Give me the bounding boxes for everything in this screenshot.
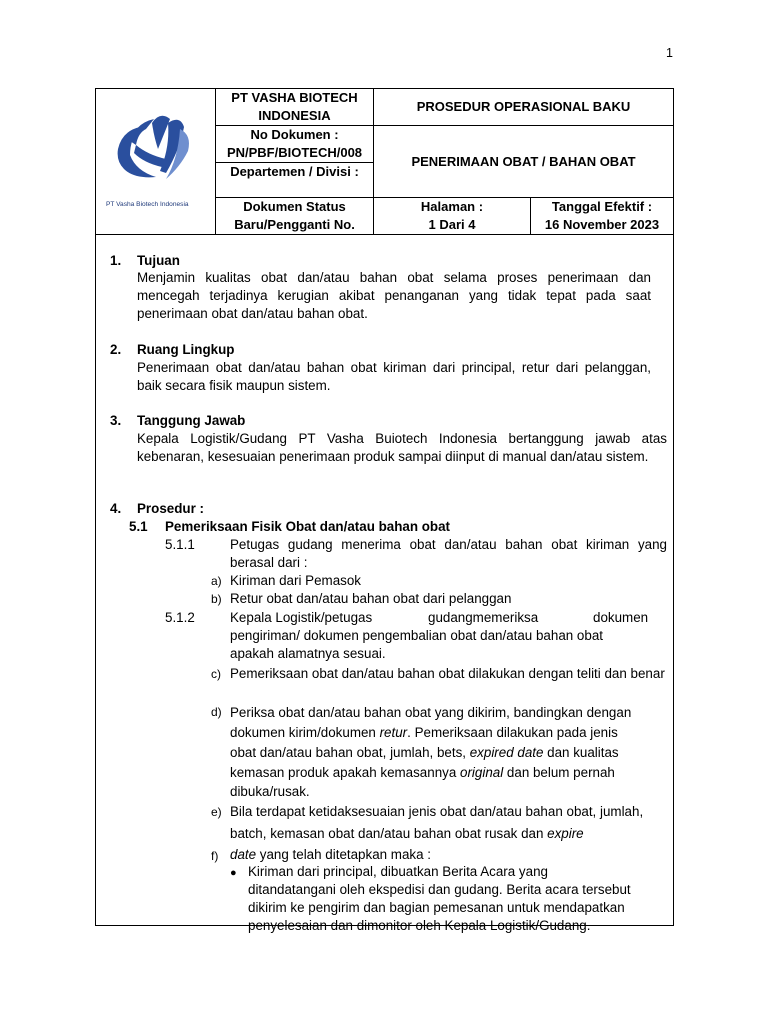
section-5-1-title: Pemeriksaan Fisik Obat dan/atau bahan obat (165, 519, 451, 534)
item-e-line2 (230, 823, 584, 845)
section-4-number: 4. (110, 501, 122, 516)
item-d-line5: dibuka/rusak. (230, 784, 310, 799)
item-d-line3-i: expired date (469, 745, 544, 760)
page-cell (374, 198, 531, 234)
company-name: PT VASHA BIOTECH INDONESIA (216, 89, 374, 126)
section-1-number: 1. (110, 253, 122, 268)
bullet-line4: penyelesaian dan dimonitor oleh Kepala Logistik/Gudang. (248, 918, 591, 933)
item-d-line3 (230, 743, 619, 763)
section-1-text: Menjamin kualitas obat dan/atau bahan obat selama proses penerimaan dan mencegah terjadinya kerugian akibat penanganan yang tidak tepat pada saat penerimaan obat dan/atau bahan obat. (137, 270, 651, 321)
item-d-line4-a: kemasan produk apakah kemasannya (230, 765, 461, 780)
item-e-line2-i: expire (547, 826, 584, 841)
item-d-line2 (230, 723, 618, 743)
department-cell (216, 162, 374, 198)
item-d-label: d) (211, 705, 222, 719)
section-2-title: Ruang Lingkup (137, 342, 235, 357)
section-5-1-2-line1-a: Kepala Logistik/petugas (230, 610, 373, 625)
section-5-1-2-line1-b: gudangmemeriksa (428, 610, 539, 625)
section-4-title: Prosedur : (137, 501, 204, 516)
doc-status-sub: Baru/Pengganti No. (234, 217, 355, 232)
item-d-line2-i: retur (379, 725, 408, 740)
item-e-label: e) (211, 805, 222, 819)
doc-title: PENERIMAAN OBAT / BAHAN OBAT (374, 126, 673, 198)
item-d-line3-a: obat dan/atau bahan obat, jumlah, bets, (230, 745, 470, 760)
doc-number-cell (216, 126, 374, 162)
item-f-line (230, 845, 431, 865)
item-f-text: yang telah ditetapkan maka : (256, 847, 431, 862)
bullet-line3: dikirim ke pengirim dan bagian pemesanan untuk mendapatkan (248, 900, 625, 915)
doc-status-cell (216, 198, 374, 234)
section-3-title: Tanggung Jawab (137, 413, 246, 428)
item-d-line3-b: dan kualitas (543, 745, 619, 760)
item-e-line1: Bila terdapat ketidaksesuaian jenis obat dan/atau bahan obat, jumlah, (230, 804, 644, 819)
section-3-number: 3. (110, 413, 122, 428)
item-c-label: c) (211, 667, 221, 681)
logo-cell (96, 89, 216, 234)
item-d-line2-a: dokumen kirim/dokumen (230, 725, 380, 740)
item-a-text: Kiriman dari Pemasok (230, 573, 361, 588)
effective-value: 16 November 2023 (544, 217, 660, 232)
doc-number-label: No Dokumen : (250, 127, 339, 142)
section-2-number: 2. (110, 342, 122, 357)
section-5-1-2-line2: pengiriman/ dokumen pengembalian obat dan/atau bahan obat (230, 628, 603, 643)
section-2-text: Penerimaan obat dan/atau bahan obat kiriman dari principal, retur dari pelanggan, baik secara fisik maupun sistem. (137, 360, 651, 393)
bullet-line2: ditandatangani oleh ekspedisi dan gudang. Berita acara tersebut (248, 882, 631, 897)
section-3-text: Kepala Logistik/Gudang PT Vasha Buiotech Indonesia bertanggung jawab atas kebenaran, kesesuaian penerimaan produk sampai diinput di manual dan/atau sistem. (137, 431, 667, 464)
header-table (96, 89, 673, 235)
doc-type: PROSEDUR OPERASIONAL BAKU (374, 89, 673, 126)
bullet-line1: Kiriman dari principal, dibuatkan Berita Acara yang (248, 864, 548, 879)
doc-status-label: Dokumen Status (243, 199, 346, 214)
page-label: Halaman : (420, 199, 484, 214)
section-5-1-2-line1-c: dokumen (593, 610, 649, 625)
item-f-italic: date (230, 847, 257, 862)
department-label: Departemen / Divisi : (230, 164, 359, 179)
item-d-line4-b: dan belum pernah (503, 765, 615, 780)
item-e-line2-a: batch, kemasan obat dan/atau bahan obat rusak dan (230, 826, 548, 841)
company-logo-icon (96, 89, 215, 199)
effective-label: Tanggal Efektif : (551, 199, 653, 214)
item-b-text: Retur obat dan/atau bahan obat dari pelanggan (230, 591, 512, 606)
page-number: 1 (666, 46, 673, 60)
item-d-line4 (230, 763, 615, 783)
item-a-label: a) (211, 574, 222, 588)
section-5-1-2-line3: apakah alamatnya sesuai. (230, 646, 386, 661)
logo-caption: PT Vasha Biotech Indonesia (106, 201, 189, 208)
item-d-line2-b: . Pemeriksaan dilakukan pada jenis (407, 725, 618, 740)
item-d-line4-i: original (460, 765, 504, 780)
section-5-1-1-number: 5.1.1 (165, 537, 195, 552)
item-f-label: f) (211, 849, 219, 863)
bullet-icon: ● (230, 867, 237, 879)
section-5-1-2-number: 5.1.2 (165, 610, 195, 625)
section-5-1-number: 5.1 (129, 519, 148, 534)
item-d-line1: Periksa obat dan/atau bahan obat yang dikirim, bandingkan dengan (230, 705, 632, 720)
section-5-1-1-text: Petugas gudang menerima obat dan/atau bahan obat kiriman yang berasal dari : (230, 537, 667, 570)
item-b-label: b) (211, 592, 222, 606)
page-value: 1 Dari 4 (428, 217, 476, 232)
section-1-title: Tujuan (137, 253, 180, 268)
document-frame (95, 88, 674, 933)
item-c-text: Pemeriksaan obat dan/atau bahan obat dilakukan dengan teliti dan benar (230, 666, 665, 681)
effective-date-cell (531, 198, 673, 234)
doc-number: PN/PBF/BIOTECH/008 (226, 145, 363, 160)
